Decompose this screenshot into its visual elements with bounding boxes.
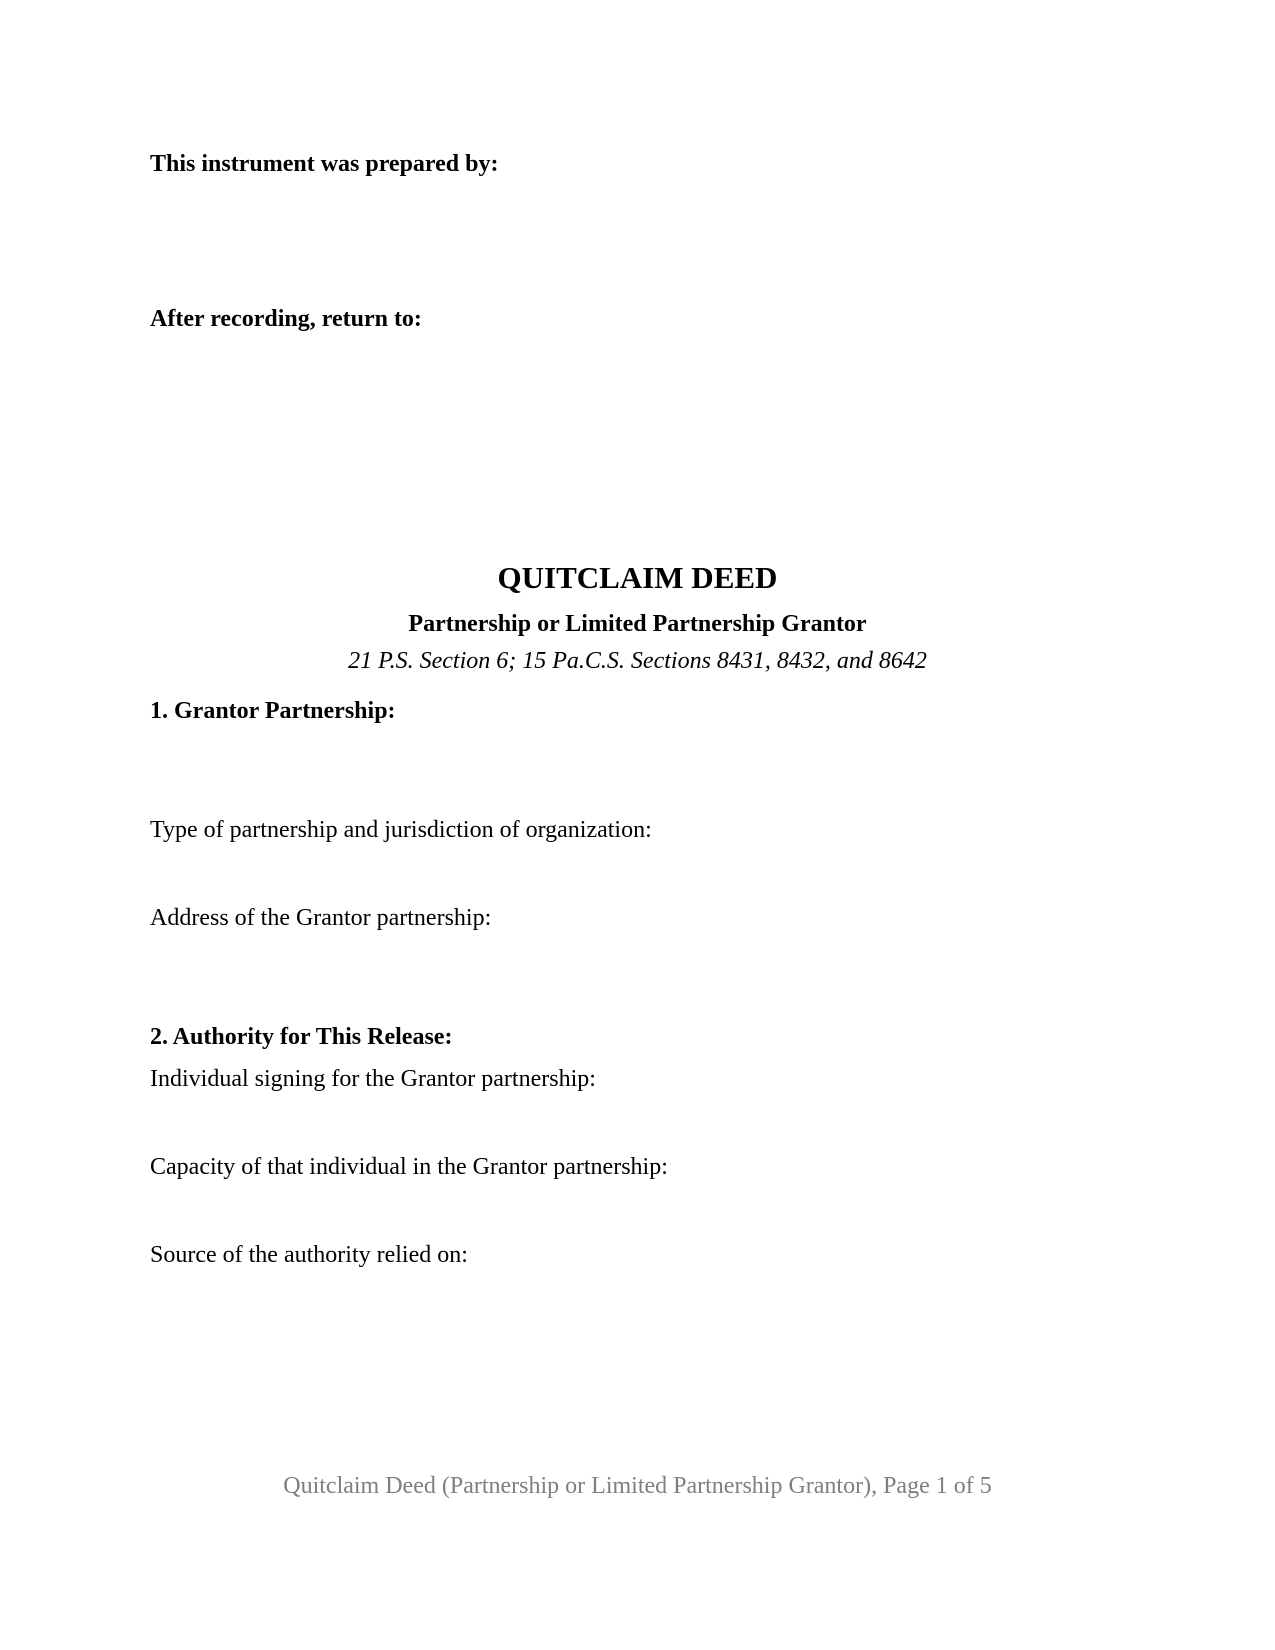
field-label-authority-source: Source of the authority relied on: — [150, 1242, 468, 1268]
field-label-grantor-address: Address of the Grantor partnership: — [150, 905, 492, 931]
document-title: QUITCLAIM DEED — [497, 560, 778, 595]
page-footer: Quitclaim Deed (Partnership or Limited Partnership Grantor), Page 1 of 5 — [283, 1473, 992, 1499]
section-heading-grantor-partnership: 1. Grantor Partnership: — [150, 698, 396, 724]
field-label-partnership-type: Type of partnership and jurisdiction of organization: — [150, 817, 652, 843]
statutory-citation: 21 P.S. Section 6; 15 Pa.C.S. Sections 8431, 8432, and 8642 — [348, 648, 927, 674]
return-to-label: After recording, return to: — [150, 306, 422, 332]
section-heading-authority: 2. Authority for This Release: — [150, 1024, 453, 1050]
prepared-by-label: This instrument was prepared by: — [150, 151, 499, 177]
document-subtitle: Partnership or Limited Partnership Grantor — [408, 611, 867, 637]
field-label-individual-capacity: Capacity of that individual in the Grantor partnership: — [150, 1154, 668, 1180]
field-label-signing-individual: Individual signing for the Grantor partnership: — [150, 1066, 596, 1092]
